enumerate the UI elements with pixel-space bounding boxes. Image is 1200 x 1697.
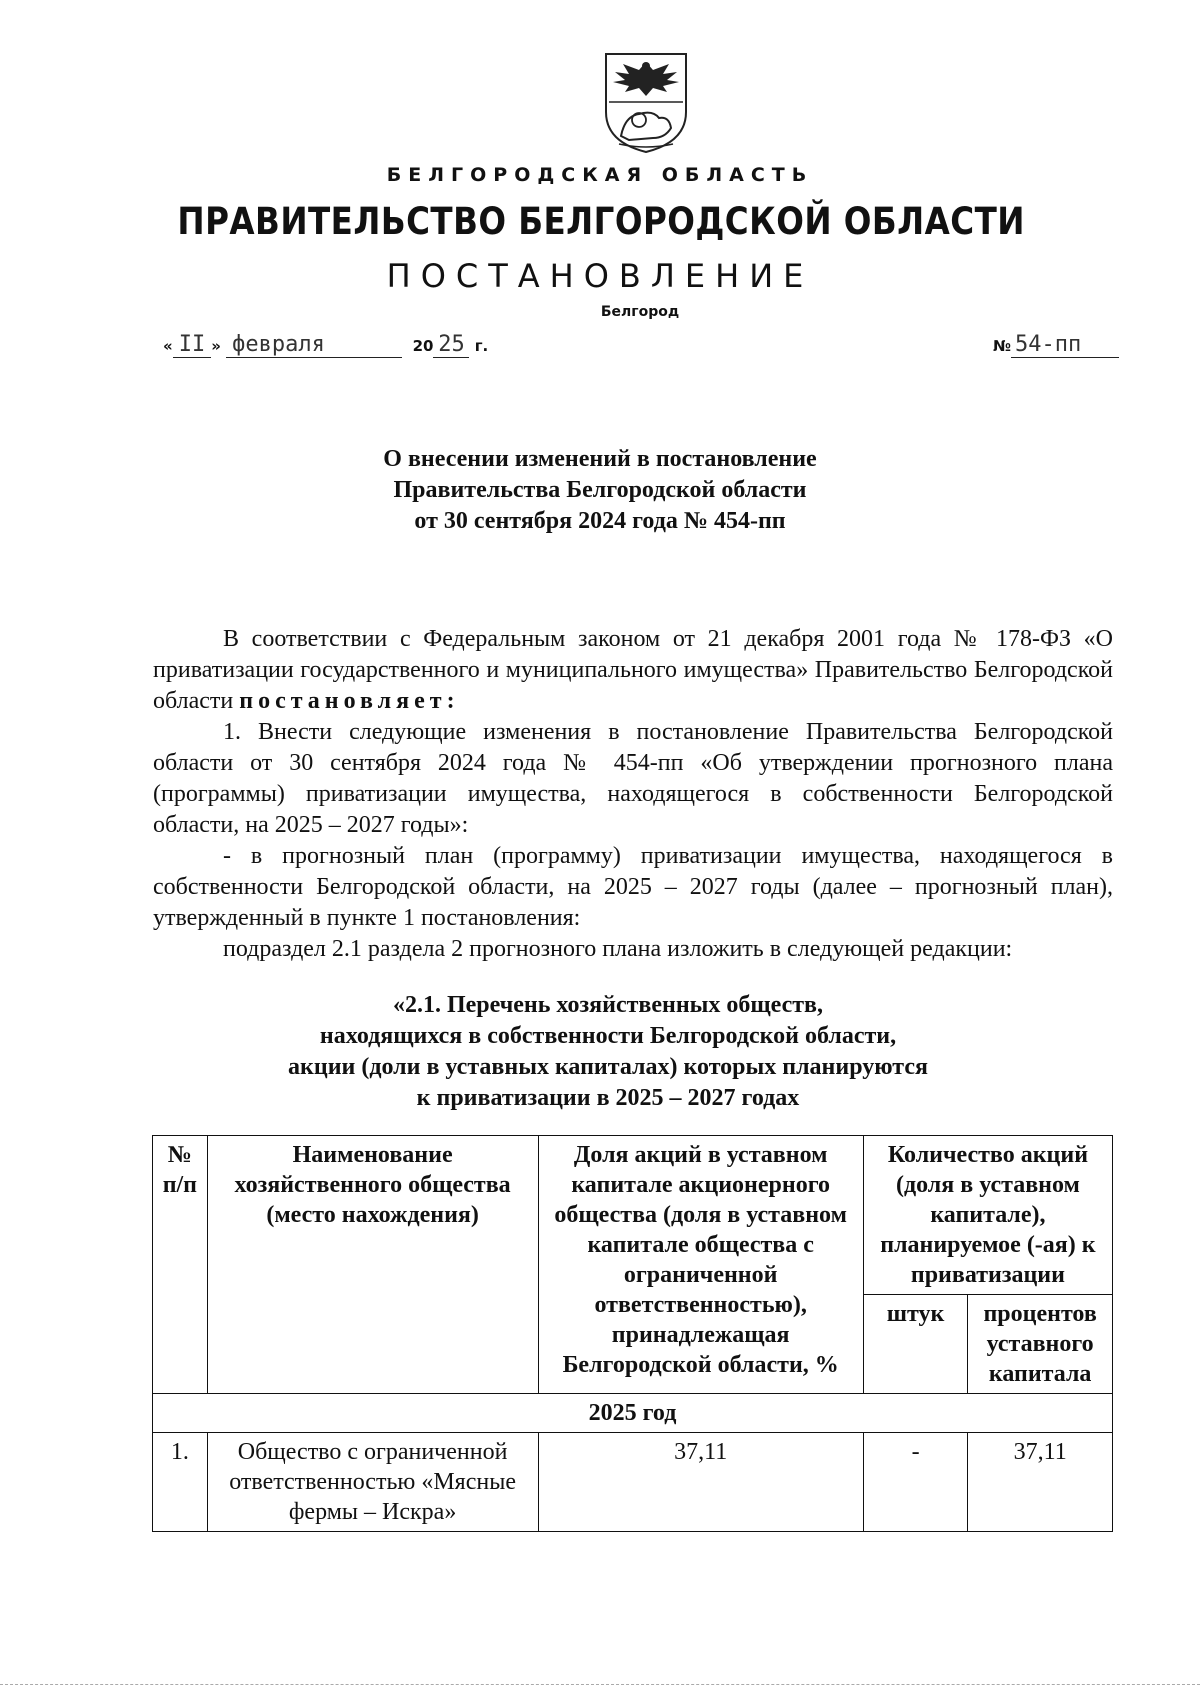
date-close-quote: »: [211, 337, 221, 355]
region-heading: БЕЛГОРОДСКАЯ ОБЛАСТЬ: [386, 164, 814, 186]
paragraph-1-text: В соответствии с Федеральным законом от 21 декабря 2001 года № 178-ФЗ «О приватизации государственного и муниципального имущества» Правительство Белгородской области: [153, 626, 1113, 714]
document-number: [993, 332, 1119, 358]
privatization-table: [152, 1135, 1113, 1532]
row-name: Общество с ограниченной ответственностью «Мясные фермы – Искра»: [207, 1433, 538, 1532]
paragraph-1: [153, 624, 1113, 717]
date-year-mark: г.: [474, 337, 489, 355]
coat-of-arms-icon: [603, 52, 689, 154]
row-percent: 37,11: [968, 1433, 1113, 1532]
date-day: II: [178, 332, 206, 357]
section-title-line-4: к приватизации в 2025 – 2027 годах: [416, 1085, 800, 1111]
title-line-1: О внесении изменений в постановление: [383, 446, 817, 472]
year-cell: 2025 год: [153, 1394, 1113, 1433]
section-title-line-2: находящихся в собственности Белгородской области,: [319, 1023, 897, 1049]
city-label: Белгород: [600, 304, 680, 320]
table-row: [153, 1433, 1113, 1532]
document-type: ПОСТАНОВЛЕНИЕ: [386, 257, 814, 295]
number-value: 54-пп: [1015, 332, 1082, 357]
date-year-prefix: 20: [412, 337, 434, 355]
government-heading: ПРАВИТЕЛЬСТВО БЕЛГОРОДСКОЙ ОБЛАСТИ: [177, 200, 1025, 243]
date-year-suffix: 25: [438, 332, 465, 357]
paragraph-4: подраздел 2.1 раздела 2 прогнозного плана изложить в следующей редакции:: [223, 936, 1013, 962]
section-title-line-1: «2.1. Перечень хозяйственных обществ,: [392, 992, 824, 1018]
row-num: 1.: [153, 1433, 208, 1532]
header-quantity: Количество акций (доля в уставном капитале), планируемое (-ая) к приватизации: [863, 1136, 1112, 1295]
title-line-2: Правительства Белгородской области: [393, 477, 807, 503]
decree-word: постановляет:: [239, 688, 460, 714]
title-line-3: от 30 сентября 2024 года № 454-пп: [414, 508, 786, 534]
row-share: 37,11: [538, 1433, 863, 1532]
table-year-row: [153, 1394, 1113, 1433]
document-title: [0, 444, 1200, 537]
date-month: февраля: [232, 332, 325, 357]
section-title: [0, 990, 1200, 1114]
header-share: Доля акций в уставном капитале акционерного общества (доля в уставном капитале общества с ограниченной ответственностью), принадлежащая Белгородской области, %: [538, 1136, 863, 1394]
number-label: №: [993, 337, 1012, 355]
paragraph-3: - в прогнозный план (программу) приватизации имущества, находящегося в собственности Белгородской области, на 2025 – 2027 годы (далее – прогнозный план), утвержденный в пункте 1 постановления:: [153, 843, 1113, 931]
document-date: [163, 332, 488, 358]
header-percent: процентов уставного капитала: [968, 1295, 1113, 1394]
document-body: [153, 624, 1113, 965]
header-name: Наименование хозяйственного общества (место нахождения): [207, 1136, 538, 1394]
table-header-row: [153, 1136, 1113, 1295]
scan-edge-divider: [0, 1684, 1200, 1685]
section-title-line-3: акции (доли в уставных капиталах) которых планируются: [288, 1054, 928, 1080]
paragraph-2: 1. Внести следующие изменения в постановление Правительства Белгородской области от 30 сентября 2024 года № 454-пп «Об утверждении прогнозного плана (программы) приватизации имущества, находящегося в собственности Белгородской области, на 2025 – 2027 годы»:: [153, 719, 1113, 838]
header-num: № п/п: [153, 1136, 208, 1394]
date-open-quote: «: [163, 337, 173, 355]
header-pieces: штук: [863, 1295, 967, 1394]
row-pieces: -: [863, 1433, 967, 1532]
